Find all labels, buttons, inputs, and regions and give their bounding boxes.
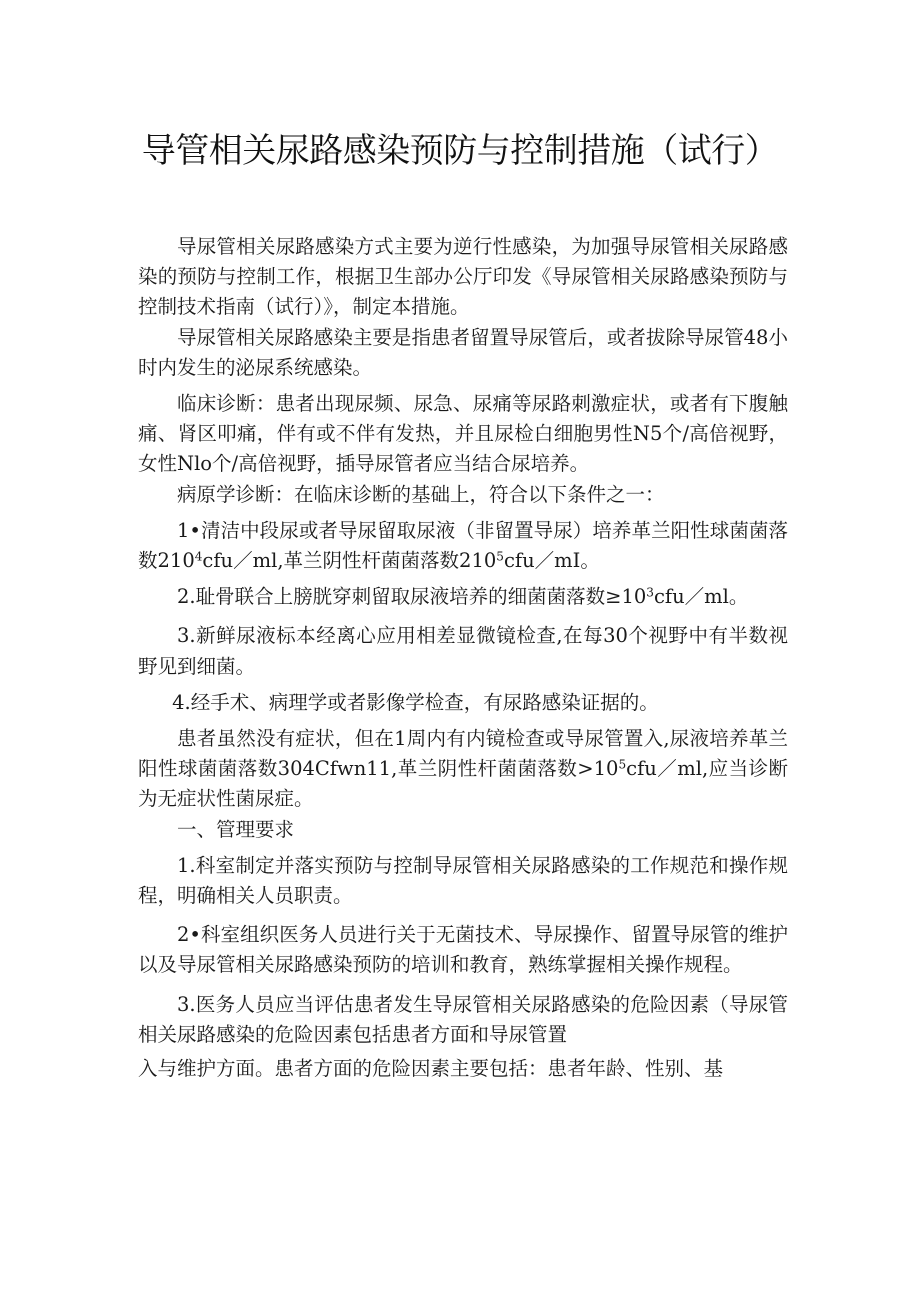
management-3-line-2: 入与维护方面。患者方面的危险因素主要包括：患者年龄、性别、基: [138, 1057, 724, 1081]
management-3-line-1: 3.医务人员应当评估患者发生导尿管相关尿路感染的危险因素（导尿管相关尿路感染的危险因素包括患者方面和导尿管置: [138, 992, 788, 1046]
paragraph-clinical-diagnosis: 临床诊断：患者出现尿频、尿急、尿痛等尿路刺激症状，或者有下腹触痛、肾区叩痛，伴有或不伴有发热，并且尿检白细胞男性N5个/高倍视野，女性Nlo个/高倍视野，插导尿管者应当结合尿培养。: [138, 392, 788, 476]
asymptomatic-superscript: 5: [618, 757, 627, 772]
criterion-1-text-a: 1•清洁中段尿或者导尿留取尿液（非留置导尿）培养革兰阳性球菌菌落数210: [138, 518, 788, 573]
paragraph-management-3: [138, 990, 788, 1085]
paragraph-asymptomatic: [138, 724, 788, 815]
paragraph-criterion-4: 4.经手术、病理学或者影像学检查，有尿路感染证据的。: [172, 690, 659, 714]
section-heading-management: 一、管理要求: [177, 817, 295, 841]
criterion-2-superscript: 3: [646, 585, 654, 600]
asymptomatic-text-b: cfu／ml,应当诊断为无症状性菌尿症。: [138, 757, 788, 811]
paragraph-criterion-2: [138, 582, 788, 612]
criterion-1-superscript-b: 5: [496, 549, 504, 564]
paragraph-definition: 导尿管相关尿路感染主要是指患者留置导尿管后，或者拔除导尿管48小时内发生的泌尿系统感染。: [138, 325, 788, 379]
asymptomatic-text-a: 患者虽然没有症状，但在1周内有内镜检查或导尿管置入,尿液培养革兰阳性球菌菌落数304Cfwn11,革兰阴性杆菌菌落数>10: [138, 727, 788, 781]
criterion-1-text-b: cfu／ml,革兰阴性杆菌菌落数210: [202, 549, 497, 573]
criterion-1-text-c: cfu／mI。: [503, 549, 600, 573]
document-body: [138, 232, 788, 1084]
paragraph-pathogen-diagnosis: 病原学诊断：在临床诊断的基础上，符合以下条件之一：: [177, 482, 665, 506]
paragraph-criterion-1: [138, 516, 788, 576]
paragraph-management-1: 1.科室制定并落实预防与控制导尿管相关尿路感染的工作规范和操作规程，明确相关人员职责。: [138, 853, 788, 908]
document-title: 导管相关尿路感染预防与控制措施（试行）: [141, 131, 779, 171]
criterion-2-text-b: cfu／ml。: [653, 585, 749, 609]
criterion-2-text-a: 2.耻骨联合上膀胱穿刺留取尿液培养的细菌菌落数≥10: [177, 585, 647, 609]
paragraph-management-2: 2•科室组织医务人员进行关于无菌技术、导尿操作、留置导尿管的维护以及导尿管相关尿路感染预防的培训和教育，熟练掌握相关操作规程。: [138, 923, 788, 977]
criterion-1-superscript-a: 4: [194, 549, 203, 564]
paragraph-intro: 导尿管相关尿路感染方式主要为逆行性感染，为加强导尿管相关尿路感染的预防与控制工作，根据卫生部办公厅印发《导尿管相关尿路感染预防与控制技术指南（试行）》，制定本措施。: [138, 235, 788, 319]
paragraph-criterion-3: 3.新鲜尿液标本经离心应用相差显微镜检查,在每30个视野中有半数视野见到细菌。: [138, 624, 788, 678]
